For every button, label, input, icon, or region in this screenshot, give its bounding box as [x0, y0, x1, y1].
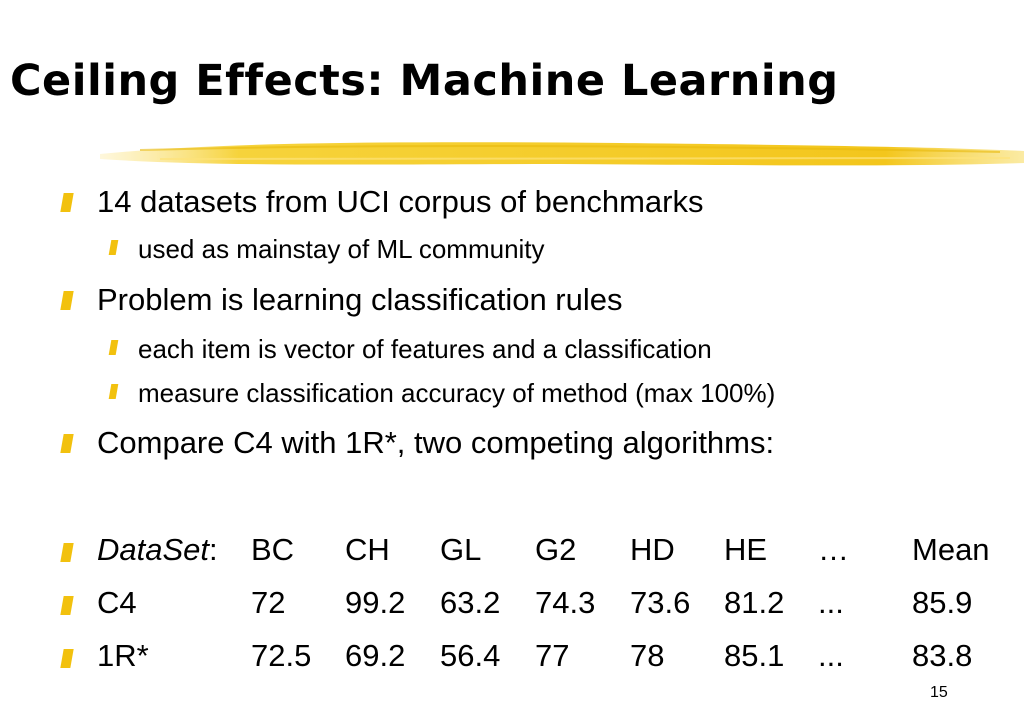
table-cell: 77: [535, 638, 570, 673]
table-cell: 85.1: [724, 638, 785, 673]
sub-bullet-marker: [109, 240, 119, 255]
table-cell: 73.6: [630, 585, 691, 620]
title-underline-brushstroke: [100, 137, 1024, 171]
table-cell: 99.2: [345, 585, 406, 620]
bullet-text: Compare C4 with 1R*, two competing algorithms:: [97, 425, 775, 460]
table-cell: ...: [818, 638, 844, 673]
table-cell: 72: [251, 585, 286, 620]
sub-bullet-marker: [109, 384, 119, 399]
dataset-label: DataSet: [97, 532, 210, 567]
dataset-colon: :: [209, 532, 218, 567]
sub-bullet-text: measure classification accuracy of method (max 100%): [138, 378, 776, 408]
slide-title: Ceiling Effects: Machine Learning: [10, 56, 839, 106]
table-header-cell: …: [818, 532, 849, 567]
bullet-marker: [60, 596, 73, 615]
table-header-cell: GL: [440, 532, 482, 567]
table-header-label: [97, 532, 218, 568]
table-cell: 72.5: [251, 638, 312, 673]
bullet-marker: [60, 193, 73, 212]
table-cell: 63.2: [440, 585, 501, 620]
sub-bullet-text: used as mainstay of ML community: [138, 234, 545, 264]
bullet-marker: [60, 649, 73, 668]
bullet-text: 14 datasets from UCI corpus of benchmarks: [97, 184, 704, 219]
page-number: 15: [930, 684, 948, 701]
table-cell: 56.4: [440, 638, 501, 673]
bullet-text: Problem is learning classification rules: [97, 282, 623, 317]
table-header-cell: G2: [535, 532, 577, 567]
table-cell: 83.8: [912, 638, 973, 673]
table-cell: 78: [630, 638, 665, 673]
table-header-cell: HD: [630, 532, 675, 567]
table-cell: ...: [818, 585, 844, 620]
table-row-label: 1R*: [97, 638, 149, 673]
table-cell: 81.2: [724, 585, 785, 620]
bullet-marker: [60, 543, 73, 562]
table-header-cell: BC: [251, 532, 295, 567]
table-row-label: C4: [97, 585, 137, 620]
bullet-marker: [60, 291, 73, 310]
table-header-cell: CH: [345, 532, 390, 567]
sub-bullet-marker: [109, 340, 119, 355]
table-header-cell: Mean: [912, 532, 990, 567]
sub-bullet-text: each item is vector of features and a classification: [138, 334, 712, 364]
table-header-cell: HE: [724, 532, 768, 567]
table-cell: 85.9: [912, 585, 973, 620]
table-cell: 69.2: [345, 638, 406, 673]
table-cell: 74.3: [535, 585, 596, 620]
bullet-marker: [60, 434, 73, 453]
